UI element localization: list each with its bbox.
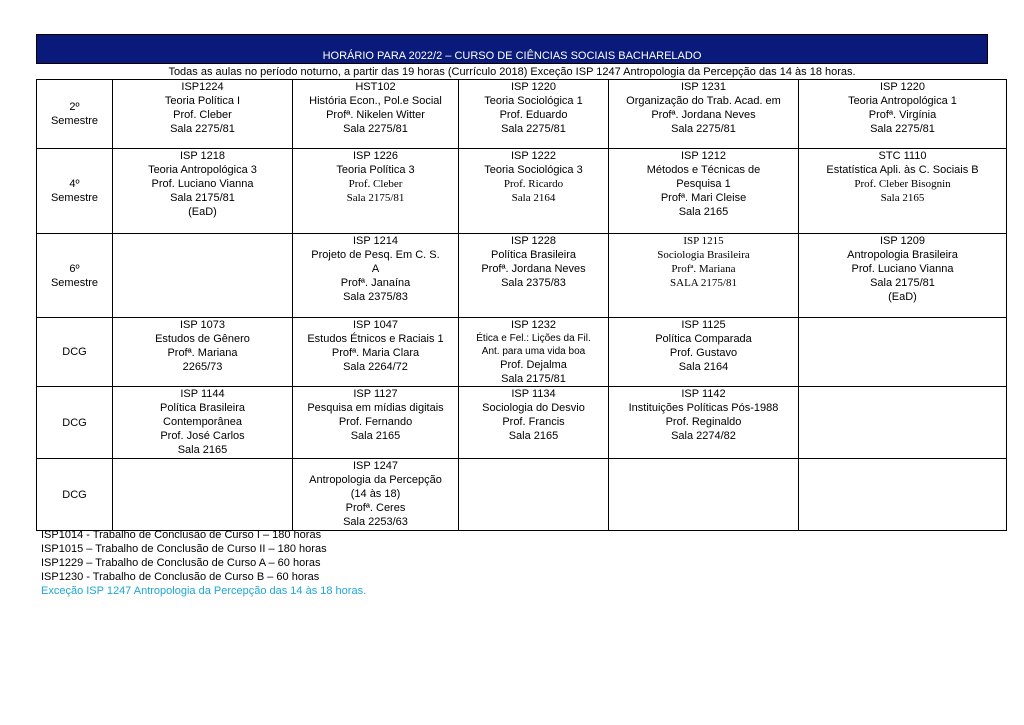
row-label-line: DCG xyxy=(62,416,87,429)
course-code: ISP 1127 xyxy=(353,388,398,400)
course-detail: Política Brasileira xyxy=(491,249,576,261)
course-detail: Prof. José Carlos xyxy=(160,430,245,442)
course-detail: História Econ., Pol.e Social xyxy=(309,95,442,107)
footer-line: ISP1014 - Trabalho de Conclusão de Curso I – 180 horas xyxy=(41,529,322,541)
course-code: ISP 1232 xyxy=(510,319,557,331)
course-detail: Sala 2165 xyxy=(177,444,228,456)
course-detail: Sala 2274/82 xyxy=(671,430,736,442)
course-detail: Estatística Apli. às C. Sociais B xyxy=(826,164,979,176)
course-detail: Prof. Dejalma xyxy=(500,359,567,371)
empty-cell xyxy=(799,387,1007,459)
course-detail: Organização do Trab. Acad. em xyxy=(626,95,781,107)
course-detail: Sala 2175/81 xyxy=(870,277,935,289)
row-label xyxy=(37,80,113,149)
row-label xyxy=(37,234,113,318)
empty-cell xyxy=(113,459,293,531)
row-label-line: 2º xyxy=(69,101,80,113)
course-detail: Profª. Virgínia xyxy=(868,109,937,121)
schedule-row xyxy=(37,234,1007,318)
course-detail: Projeto de Pesq. Em C. S. xyxy=(311,249,440,261)
course-detail: Sala 2275/81 xyxy=(343,123,408,135)
course-cell xyxy=(799,234,1007,318)
course-detail: Prof. Luciano Vianna xyxy=(851,263,954,275)
row-label xyxy=(37,318,113,387)
row-label-line: Semestre xyxy=(50,192,99,204)
course-detail: Teoria Antropológica 3 xyxy=(148,164,257,176)
course-cell xyxy=(799,80,1007,149)
course-cell xyxy=(113,80,293,149)
empty-cell xyxy=(113,234,293,318)
course-cell xyxy=(113,149,293,234)
course-cell xyxy=(293,387,459,459)
course-detail: Sala 2275/81 xyxy=(170,123,235,135)
course-detail: Profª. Mariana xyxy=(671,263,736,275)
empty-cell xyxy=(459,459,609,531)
course-detail: Prof. Gustavo xyxy=(669,347,738,359)
course-code: ISP 1144 xyxy=(180,388,225,400)
schedule-row xyxy=(37,387,1007,459)
course-detail: Prof. Cleber xyxy=(173,109,232,121)
course-code: ISP 1215 xyxy=(683,235,724,247)
course-detail: Prof. Fernando xyxy=(338,416,413,428)
course-detail: Estudos Étnicos e Raciais 1 xyxy=(307,333,444,345)
schedule-row xyxy=(37,149,1007,234)
course-detail: Pesquisa em mídias digitais xyxy=(307,402,444,414)
course-code: ISP1224 xyxy=(181,81,224,93)
course-detail: Sala 2264/72 xyxy=(343,361,408,373)
course-code: ISP 1220 xyxy=(879,81,926,93)
course-code: ISP 1247 xyxy=(352,460,399,472)
course-detail: Sala 2253/63 xyxy=(343,516,408,528)
schedule-subtitle: Todas as aulas no período noturno, a partir das 19 horas (Currículo 2018) Exceção ISP 1247 Antropologia da Percepção das 14 às 18 horas. xyxy=(168,66,856,78)
row-label-line: DCG xyxy=(62,346,87,358)
course-code: HST102 xyxy=(355,81,396,93)
course-code: ISP 1073 xyxy=(179,319,226,331)
course-detail: Teoria Política I xyxy=(164,95,241,107)
course-detail: Prof. Cleber Bisognin xyxy=(854,178,951,190)
row-label-line: 4º xyxy=(69,178,80,190)
course-detail: (EaD) xyxy=(888,291,917,303)
course-code: ISP 1218 xyxy=(179,150,226,162)
course-detail: (14 às 18) xyxy=(350,488,401,500)
course-detail: Ética e Fel.: Lições da Fil. xyxy=(476,333,591,344)
course-detail: Profª. Mari Cleise xyxy=(660,192,747,204)
course-detail: Profª. Jordana Neves xyxy=(651,109,756,121)
course-detail: Prof. Eduardo xyxy=(499,109,568,121)
course-code: ISP 1047 xyxy=(352,319,399,331)
course-cell xyxy=(293,234,459,318)
course-code: ISP 1142 xyxy=(681,388,726,400)
course-detail: Teoria Sociológica 1 xyxy=(484,95,583,107)
course-detail: Instituições Políticas Pós-1988 xyxy=(628,402,779,414)
course-cell xyxy=(609,149,799,234)
course-code: ISP 1212 xyxy=(680,150,727,162)
course-cell xyxy=(609,387,799,459)
course-cell xyxy=(293,318,459,387)
footer-notes xyxy=(41,528,366,598)
row-label-line: Semestre xyxy=(50,115,99,127)
row-label xyxy=(37,459,113,531)
course-detail: Teoria Antropológica 1 xyxy=(848,95,957,107)
schedule-title-banner xyxy=(36,34,988,64)
course-cell xyxy=(459,234,609,318)
schedule-title: HORÁRIO PARA 2022/2 – CURSO DE CIÊNCIAS SOCIAIS BACHARELADO xyxy=(322,50,702,62)
course-detail: Sala 2164 xyxy=(678,361,729,373)
course-detail: Profª. Mariana xyxy=(167,347,238,359)
course-detail: Teoria Política 3 xyxy=(336,164,415,176)
schedule-row xyxy=(37,318,1007,387)
empty-cell xyxy=(609,459,799,531)
course-detail: Estudos de Gênero xyxy=(155,333,250,345)
course-detail: Profª. Nikelen Witter xyxy=(326,109,425,121)
course-detail: Prof. Reginaldo xyxy=(665,416,742,428)
course-cell xyxy=(293,459,459,531)
course-code: ISP 1134 xyxy=(511,388,556,400)
course-detail: Sociologia Brasileira xyxy=(657,249,750,261)
course-cell xyxy=(293,149,459,234)
course-detail: Ant. para uma vida boa xyxy=(481,346,586,357)
course-code: ISP 1220 xyxy=(510,81,557,93)
course-cell xyxy=(113,387,293,459)
course-detail: Profª. Maria Clara xyxy=(331,347,420,359)
empty-cell xyxy=(799,459,1007,531)
course-detail: (EaD) xyxy=(188,206,217,218)
course-detail: Sala 2165 xyxy=(350,430,401,442)
empty-cell xyxy=(799,318,1007,387)
course-code: ISP 1125 xyxy=(681,319,726,331)
course-detail: Política Brasileira xyxy=(160,402,245,414)
footer-line: ISP1229 – Trabalho de Conclusão de Curso A – 60 horas xyxy=(41,557,321,569)
footer-line: ISP1015 – Trabalho de Conclusão de Curso II – 180 horas xyxy=(41,543,327,555)
course-detail: Sala 2375/83 xyxy=(501,277,566,289)
row-label-line: Semestre xyxy=(50,276,99,289)
course-cell xyxy=(609,234,799,318)
course-code: ISP 1231 xyxy=(680,81,727,93)
course-detail: Profª. Janaína xyxy=(340,277,411,289)
course-detail: Sala 2175/81 xyxy=(346,192,405,204)
course-detail: Antropologia da Percepção xyxy=(309,474,442,486)
footer-exception-note: Exceção ISP 1247 Antropologia da Percepção das 14 às 18 horas. xyxy=(41,585,367,597)
footer-line: ISP1230 - Trabalho de Conclusão de Curso B – 60 horas xyxy=(41,571,320,583)
course-cell xyxy=(459,80,609,149)
course-detail: Contemporânea xyxy=(163,416,242,428)
course-code: ISP 1209 xyxy=(879,235,926,247)
course-cell xyxy=(293,80,459,149)
course-detail: 2265/73 xyxy=(182,361,223,373)
course-detail: Sala 2275/81 xyxy=(501,123,566,135)
course-detail: Sala 2165 xyxy=(678,206,729,218)
course-detail: Sala 2164 xyxy=(511,192,556,204)
course-detail: Teoria Sociológica 3 xyxy=(484,164,583,176)
course-detail: Métodos e Técnicas de xyxy=(646,164,761,176)
course-detail: Sala 2275/81 xyxy=(671,123,736,135)
course-detail: Sala 2165 xyxy=(880,192,925,204)
row-label-line: 6º xyxy=(69,262,80,275)
course-detail: Profª. Jordana Neves xyxy=(481,263,586,275)
course-detail: Prof. Francis xyxy=(502,416,565,428)
course-detail: A xyxy=(371,263,380,275)
course-detail: Prof. Luciano Vianna xyxy=(151,178,254,190)
row-label xyxy=(37,387,113,459)
course-code: ISP 1214 xyxy=(352,235,399,247)
course-detail: Sociologia do Desvio xyxy=(482,402,585,414)
schedule-row xyxy=(37,459,1007,531)
course-detail: Sala 2165 xyxy=(508,430,559,442)
course-cell xyxy=(113,318,293,387)
course-detail: Política Comparada xyxy=(655,333,752,345)
course-cell xyxy=(459,149,609,234)
course-detail: Sala 2375/83 xyxy=(343,291,408,303)
course-cell xyxy=(799,149,1007,234)
schedule-row xyxy=(37,80,1007,149)
course-cell xyxy=(459,387,609,459)
course-cell xyxy=(609,318,799,387)
course-cell xyxy=(609,80,799,149)
course-detail: SALA 2175/81 xyxy=(670,277,737,289)
course-detail: Antropologia Brasileira xyxy=(847,249,958,261)
course-detail: Pesquisa 1 xyxy=(676,178,731,190)
course-detail: Sala 2175/81 xyxy=(501,373,566,385)
row-label xyxy=(37,149,113,234)
course-code: ISP 1228 xyxy=(510,235,557,247)
row-label-line: DCG xyxy=(62,488,87,501)
course-detail: Prof. Cleber xyxy=(348,178,403,190)
course-detail: Sala 2175/81 xyxy=(170,192,235,204)
course-code: ISP 1222 xyxy=(510,150,557,162)
course-cell xyxy=(459,318,609,387)
course-detail: Profª. Ceres xyxy=(345,502,406,514)
schedule-table xyxy=(36,79,1007,531)
course-detail: Prof. Ricardo xyxy=(503,178,564,190)
course-code: STC 1110 xyxy=(878,150,927,162)
course-detail: Sala 2275/81 xyxy=(870,123,935,135)
course-code: ISP 1226 xyxy=(352,150,399,162)
